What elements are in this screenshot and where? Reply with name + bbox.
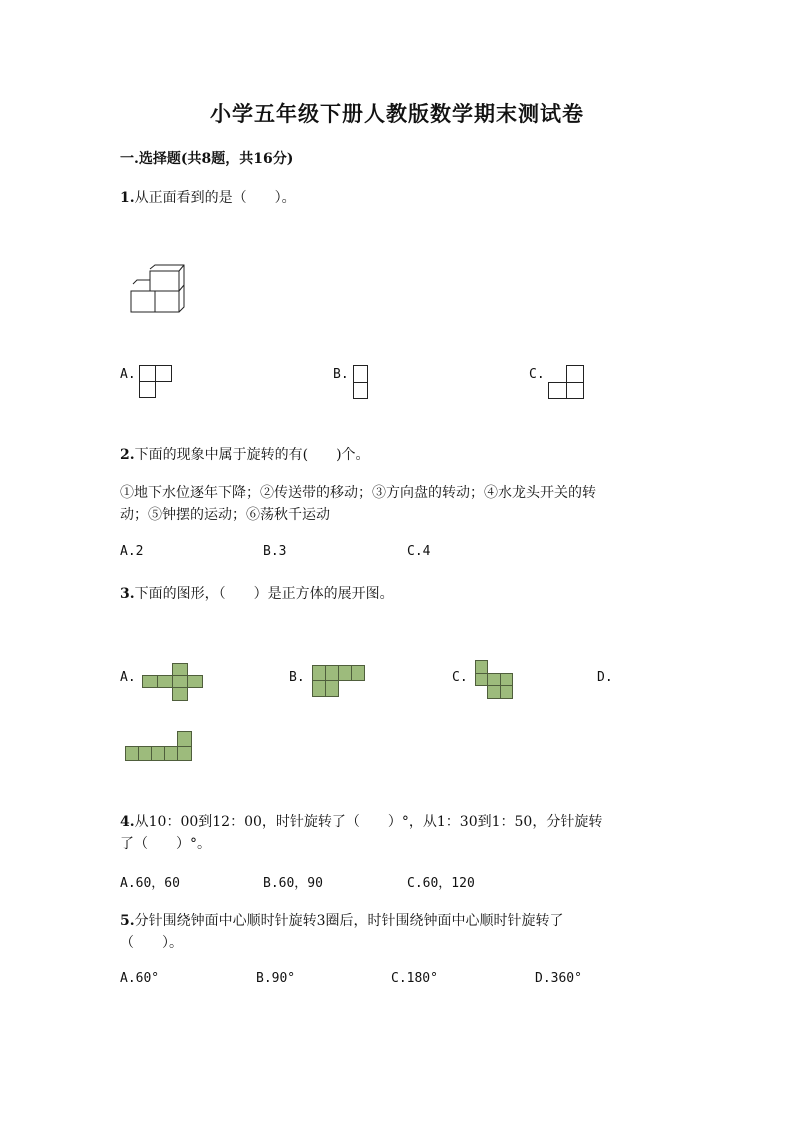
question-text: 下面的现象中属于旋转的有( )个。 [134,447,370,463]
question-2 [120,444,370,464]
q1-option-c-figure [548,365,586,401]
question-number: 4. [120,814,135,830]
question-1 [120,187,296,207]
q1-cube-figure [128,264,188,316]
q3-option-b[interactable]: B. [289,670,305,685]
q3-option-c[interactable]: C. [452,670,468,685]
question-text-line-1: 从10：00到12：00，时针旋转了（ ）°，从1：30到1：50，分针旋转 [134,814,603,830]
question-text-line-2: （ ）。 [120,935,183,951]
question-number: 3. [120,586,135,602]
q3-option-d[interactable]: D. [597,670,613,685]
q3-option-a-net [142,663,204,702]
q3-option-c-net [475,660,515,700]
q3-option-b-net [312,665,366,698]
page-title: 小学五年级下册人教版数学期末测试卷 [210,101,584,126]
q2-statement-line-1: ①地下水位逐年下降；②传送带的移动；③方向盘的转动；④水龙头开关的转 [120,485,596,501]
question-number: 1. [120,190,135,206]
q3-option-d-net [125,731,193,762]
q2-option-a[interactable]: A.2 [120,544,144,559]
question-5 [120,910,564,930]
q1-option-b-figure [353,365,369,400]
question-4 [120,811,602,831]
question-text: 下面的图形，（ ）是正方体的展开图。 [134,586,394,602]
question-number: 2. [120,447,135,463]
q2-statement-line-2: 动；⑤钟摆的运动；⑥荡秋千运动 [120,507,330,523]
q5-option-b[interactable]: B.90° [256,971,296,986]
q4-option-a[interactable]: A.60，60 [120,876,180,891]
q2-option-b[interactable]: B.3 [263,544,287,559]
question-number: 5. [120,913,135,929]
q4-option-b[interactable]: B.60，90 [263,876,323,891]
q5-option-d[interactable]: D.360° [535,971,582,986]
q2-option-c[interactable]: C.4 [407,544,431,559]
question-text-line-1: 分针围绕钟面中心顺时针旋转3圈后，时针围绕钟面中心顺时针旋转了 [134,913,564,929]
q1-option-c[interactable]: C. [529,367,545,382]
question-text: 从正面看到的是（ ）。 [134,190,296,206]
question-3 [120,583,394,603]
q5-option-c[interactable]: C.180° [391,971,438,986]
q1-option-b[interactable]: B. [333,367,349,382]
q1-option-a-figure [139,365,173,399]
question-text-line-2: 了（ ）°。 [120,836,211,852]
section-heading: 一.选择题(共8题，共16分) [120,151,294,167]
q3-option-a[interactable]: A. [120,670,136,685]
q5-option-a[interactable]: A.60° [120,971,160,986]
q1-option-a[interactable]: A. [120,367,136,382]
q4-option-c[interactable]: C.60，120 [407,876,475,891]
